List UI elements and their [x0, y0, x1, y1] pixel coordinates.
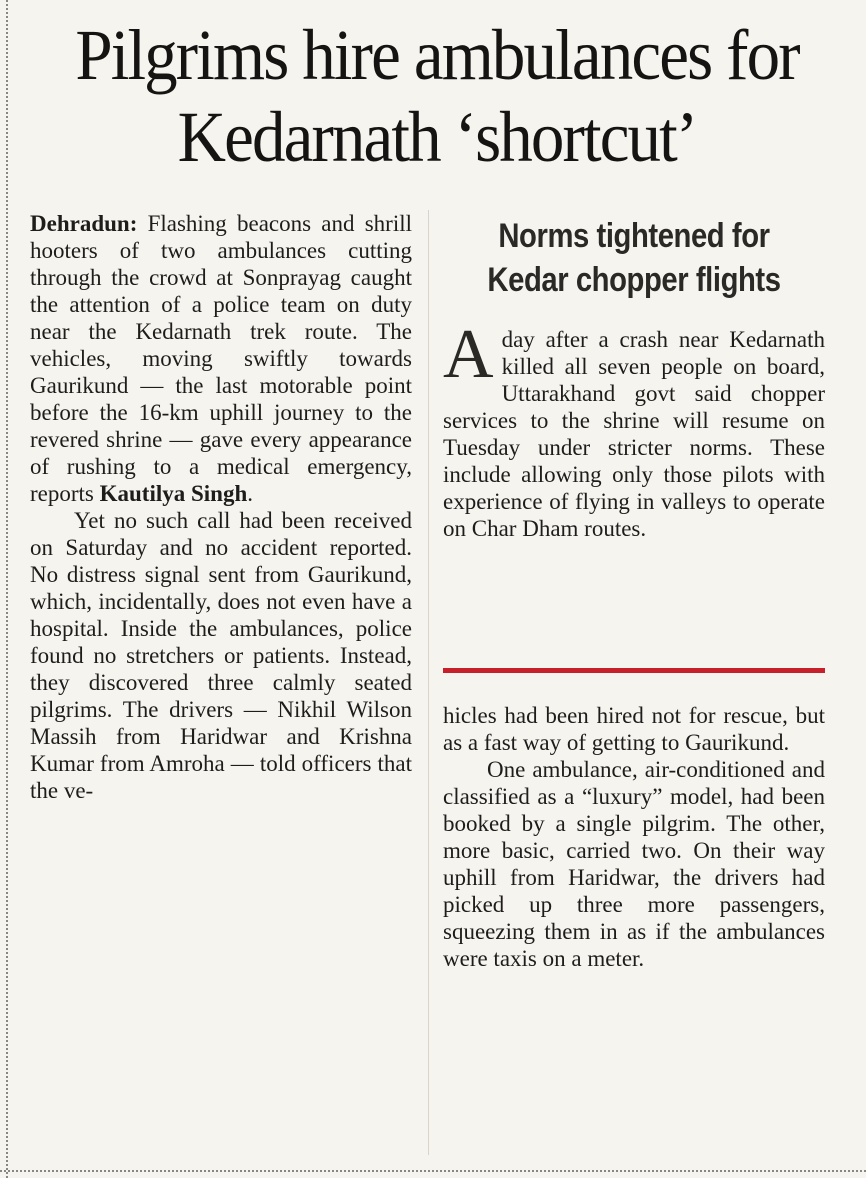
dotted-border-bottom	[0, 1170, 866, 1172]
article-headline: Pilgrims hire ambulances for Kedarnath ‘shortcut’	[75, 15, 799, 177]
sidebar-rule	[443, 668, 825, 673]
byline: Kautilya Singh	[99, 481, 248, 506]
dateline: Dehradun:	[30, 211, 138, 236]
paragraph-3: One ambulance, air-conditioned and classified as a “luxury” model, had been booked by a single pilgrim. The other, more basic, carried two. On their way uphill from Haridwar, the drivers had picked up three more passengers, squeezing them in as if the ambulances were taxis on a meter.	[443, 757, 825, 971]
paragraph-2: Yet no such call had been received on Saturday and no accident reported. No distress signal sent from Gaurikund, which, incidentally, does not even have a hospital. Inside the ambulances, police found no stretchers or patients. Instead, they discovered three calmly seated pilgrims. The drivers — Nikhil Wilson Massih from Haridwar and Krishna Kumar from Amroha — told officers that the ve-	[30, 508, 412, 803]
paragraph-lead	[30, 210, 412, 507]
article-column-right	[443, 702, 825, 972]
dotted-border-left	[6, 0, 8, 1178]
drop-cap: A	[443, 316, 494, 393]
article-column-left	[30, 210, 412, 804]
paragraph-continued: hicles had been hired not for rescue, but as a fast way of getting to Gaurikund.	[443, 703, 825, 755]
sidebar-box	[443, 210, 825, 542]
lead-end: .	[247, 481, 254, 506]
sidebar-body	[443, 316, 825, 542]
column-divider	[428, 210, 429, 1155]
sidebar-title: Norms tightened for Kedar chopper flights	[487, 217, 781, 299]
lead-text: Flashing beacons and shrill hooters of two ambulances cutting through the crowd at Sonprayag caught the attention of a police team on duty near the Kedarnath trek route. The vehicles, moving swiftly towards Gaurikund — the last motorable point before the 16-km uphill journey to the revered shrine — gave every appearance of rushing to a medical emergency, reports	[30, 211, 412, 506]
sidebar-text: day after a crash near Kedarnath killed all seven people on board, Uttarakhand govt said chopper services to the shrine will resume on Tuesday under stricter norms. These include allowing only those pilots with experience of flying in valleys to operate on Char Dham routes.	[443, 327, 825, 541]
